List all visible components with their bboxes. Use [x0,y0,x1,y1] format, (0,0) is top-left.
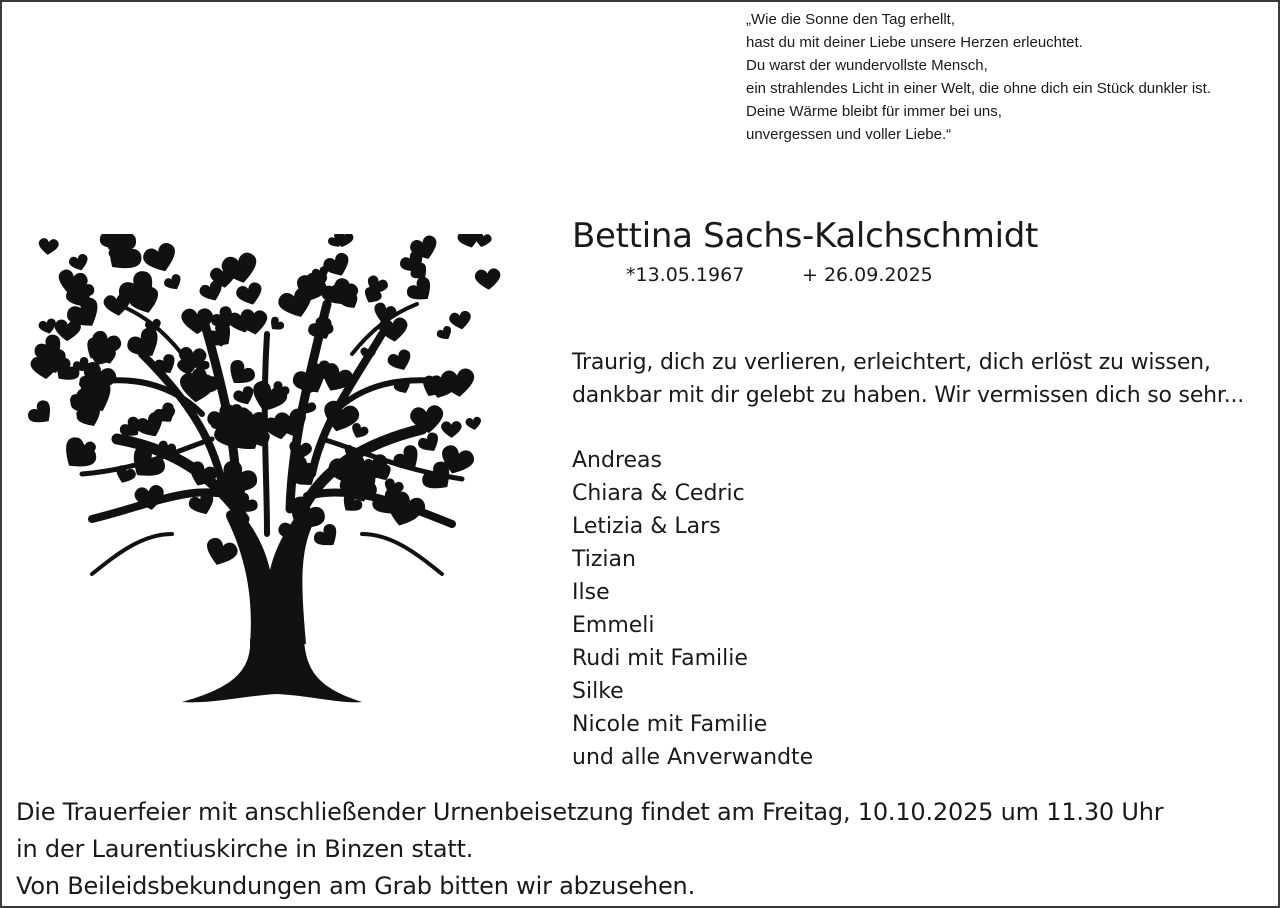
heart-leaf [25,398,58,430]
mourner: und alle Anverwandte [572,745,814,770]
heart-leaf [448,310,473,331]
mourner: Ilse [572,580,610,605]
heart-leaf [474,268,501,291]
death-date: + 26.09.2025 [802,264,933,286]
heart-leaf [441,421,462,438]
heart-leaf [267,315,286,334]
heart-leaf [162,273,184,294]
tree-branch [362,534,442,574]
heart-leaf [386,348,415,375]
quote-line: Du warst der wundervollste Mensch, [746,57,988,74]
mourners-list [572,444,813,774]
quote-line: „Wie die Sonne den Tag erhellt, [746,11,956,28]
heart-leaf [68,253,91,274]
funeral-notice [16,794,1163,905]
quote-line: Deine Wärme bleibt für immer bei uns, [746,103,1002,120]
mourning-message [572,346,1244,412]
mourner: Emmeli [572,613,655,638]
heart-leaf [223,357,258,391]
memorial-quote [746,8,1276,146]
mourner: Letizia & Lars [572,514,721,539]
mourner: Tizian [572,547,636,572]
birth-date: *13.05.1967 [626,264,745,286]
mourner: Chiara & Cedric [572,481,745,506]
heart-leaf [435,324,455,343]
message-line: dankbar mit dir gelebt zu haben. Wir vermissen dich so sehr... [572,383,1245,408]
heart-leaf [202,536,240,570]
notice-line: in der Laurentiuskirche in Binzen statt. [16,835,474,863]
heart-leaf [465,416,483,431]
heart-leaf [141,241,181,277]
mourner: Rudi mit Familie [572,646,748,671]
mourner: Andreas [572,448,662,473]
heart-leaf [234,281,265,309]
deceased-name: Bettina Sachs-Kalchschmidt [572,216,1039,256]
heart-leaf [103,293,132,318]
mourner: Nicole mit Familie [572,712,768,737]
notice-line: Die Trauerfeier mit anschließender Urnenbeisetzung findet am Freitag, 10.10.2025 um 11.30 Uhr [16,798,1164,826]
quote-line: hast du mit deiner Liebe unsere Herzen erleuchtet. [746,34,1083,51]
heart-leaf [404,274,438,307]
quote-line: unvergessen und voller Liebe.“ [746,126,952,143]
heart-leaf [38,238,60,256]
tree-branch [92,534,172,574]
message-line: Traurig, dich zu verlieren, erleichtert, dich erlöst zu wissen, [572,350,1211,375]
quote-line: ein strahlendes Licht in einer Welt, die ohne dich ein Stück dunkler ist. [746,80,1211,97]
life-dates [626,261,933,289]
mourner: Silke [572,679,624,704]
heart-tree-icon [22,234,512,710]
notice-line: Von Beileidsbekundungen am Grab bitten wir abzusehen. [16,872,696,900]
heart-leaf [247,378,290,417]
